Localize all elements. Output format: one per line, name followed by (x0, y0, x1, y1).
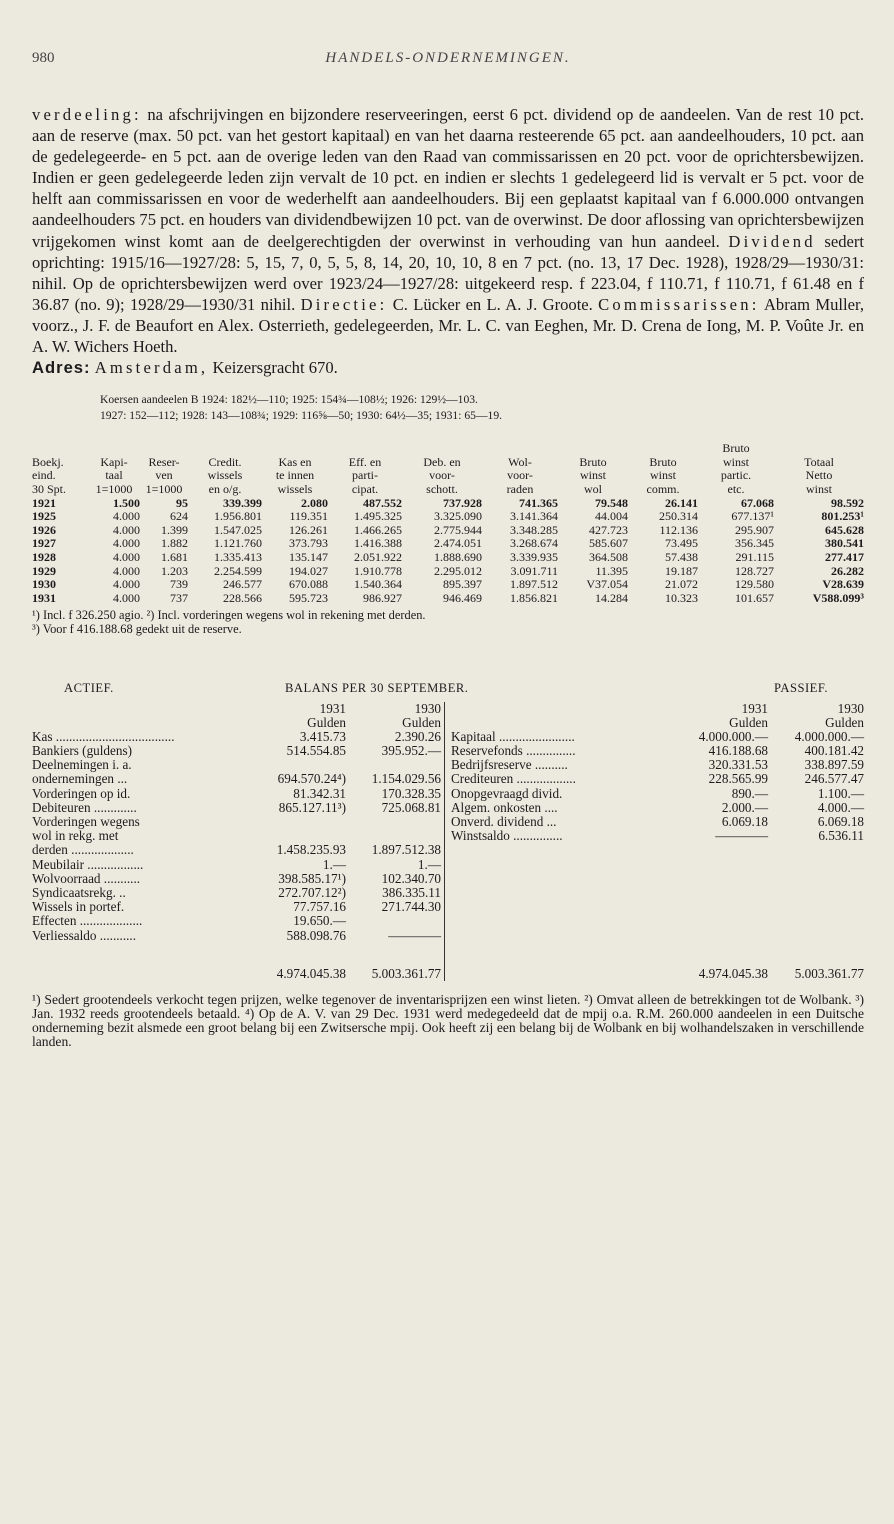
actief-row (32, 815, 444, 829)
passief-item-value: 6.069.18 (817, 814, 864, 830)
table-cell: 2.474.051 (434, 536, 482, 551)
table-cell: 677.137¹ (731, 509, 774, 524)
actief-item-label: Wolvoorraad ........... (32, 871, 141, 886)
actief-item-value (346, 758, 444, 772)
directie-label: Directie: (300, 294, 388, 314)
passief-unit-header (451, 716, 864, 730)
passief-item-value: 6.069.18 (721, 814, 768, 830)
table-cell: 4.000 (113, 549, 140, 564)
actief-item-value (236, 815, 346, 829)
actief-row (32, 730, 444, 744)
actief-item-label: Kas .................................... (32, 729, 175, 744)
passief-unit-1: Gulden (729, 714, 768, 730)
actief-item-value: 170.328.35 (381, 785, 441, 801)
column-header: 1=1000 (95, 482, 133, 496)
column-header: Kapi- (100, 454, 128, 469)
passief-item-label: Kapitaal ....................... (451, 729, 575, 744)
actief-item-value (346, 914, 444, 928)
table-cell: 1925 (32, 509, 56, 524)
table-cell: 1926 (32, 522, 56, 537)
column-header (482, 442, 558, 456)
table-cell: 670.088 (289, 577, 328, 592)
table-cell: 4.000 (113, 522, 140, 537)
table-notes (32, 609, 864, 636)
actief-total-1931: 4.974.045.38 (276, 965, 346, 981)
actief-year-header (32, 702, 444, 716)
table-cell: 126.261 (289, 522, 328, 537)
table-cell: 339.399 (223, 495, 262, 510)
column-header: winst (722, 454, 749, 469)
winstverdeeling-label: verdeeling: (32, 105, 142, 124)
table-cell: 1.882 (161, 536, 188, 551)
passief-total-1930: 5.003.361.77 (794, 966, 864, 981)
column-header (188, 442, 262, 456)
table-row (32, 578, 864, 592)
actief-item-label: Vorderingen wegens (32, 815, 140, 830)
table-cell: 2.080 (301, 495, 328, 510)
actief-row (32, 914, 444, 928)
passief-item-value: 1.100.— (817, 785, 864, 801)
column-header (774, 442, 864, 456)
actief-item-label: Wissels in portef. (32, 900, 125, 915)
actief-item-value (236, 758, 346, 772)
actief-item-value: 398.585.17¹) (278, 870, 346, 886)
table-cell: 128.727 (735, 563, 774, 578)
actief-item-label: Vorderingen op id. (32, 786, 131, 801)
actief-row (32, 872, 444, 886)
table-cell: 112.136 (659, 522, 698, 537)
table-cell: 119.351 (289, 509, 328, 524)
passief-year-1931: 1931 (741, 700, 768, 716)
page-number: 980 (32, 50, 55, 66)
passief-row (451, 829, 864, 843)
table-cell: V37.054 (586, 577, 628, 592)
table-cell: 1.888.690 (434, 549, 482, 564)
table-body (32, 497, 864, 606)
actief-unit-header (32, 716, 444, 730)
adres-street: Keizersgracht 670. (208, 358, 338, 378)
column-header (32, 442, 88, 456)
table-cell: 1.495.325 (354, 509, 402, 524)
column-header: Totaal (804, 454, 834, 469)
table-cell: 246.577 (223, 577, 262, 592)
table-cell: 4.000 (113, 536, 140, 551)
column-header (328, 442, 402, 456)
passief-item-label: Winstsaldo ............... (451, 829, 563, 844)
table-cell: 737.928 (443, 495, 482, 510)
table-cell: 67.068 (741, 495, 774, 510)
table-cell: 1.681 (161, 549, 188, 564)
running-title: HANDELS-ONDERNEMINGEN. (325, 50, 571, 66)
table-cell: 79.548 (595, 495, 628, 510)
table-cell: 4.000 (113, 563, 140, 578)
table-cell: 26.282 (831, 563, 864, 578)
table-cell: 801.253¹ (821, 509, 864, 524)
actief-total-1930: 5.003.361.77 (371, 965, 441, 981)
column-header: wissels (207, 468, 243, 483)
column-header: wissels (277, 482, 313, 496)
column-header: winst (579, 468, 606, 483)
actief-item-value: ———— (388, 927, 441, 943)
actief-row (32, 801, 444, 815)
table-cell: 1.416.388 (354, 536, 402, 551)
table-cell: 1.910.778 (354, 563, 402, 578)
table-cell: 3.268.674 (510, 536, 558, 551)
passief-item-value: 4.000.— (817, 799, 864, 815)
table-header-row (32, 469, 864, 483)
table-cell: 3.141.364 (510, 509, 558, 524)
actief-item-value: 514.554.85 (286, 743, 346, 759)
passief-item-value: ———— (715, 828, 768, 844)
actief-item-value: 1.— (322, 856, 346, 872)
column-header (262, 442, 328, 456)
actief-item-value: 1.897.512.38 (371, 842, 441, 858)
table-cell: 737 (170, 590, 188, 605)
actief-item-value: 77.757.16 (293, 899, 346, 915)
actief-row (32, 900, 444, 914)
actief-item-label: Syndicaatsrekg. .. (32, 885, 126, 900)
actief-year-1931: 1931 (319, 700, 346, 716)
table-note-1: ¹) Incl. f 326.250 agio. ²) Incl. vorderingen wegens wol in rekening met derden. (32, 608, 426, 623)
table-header-row (32, 442, 864, 456)
company-description (32, 104, 864, 378)
actief-item-value: 102.340.70 (381, 870, 441, 886)
table-cell: 14.284 (595, 590, 628, 605)
table-cell: 101.657 (735, 590, 774, 605)
actief-item-value: 2.390.26 (394, 728, 441, 744)
table-cell: 194.027 (289, 563, 328, 578)
passief-item-value: 228.565.99 (708, 771, 768, 787)
table-cell: 895.397 (443, 577, 482, 592)
table-cell: 1.466.265 (354, 522, 402, 537)
actief-item-value: 865.127.11³) (278, 799, 346, 815)
passief-column (445, 702, 864, 982)
column-header: comm. (646, 482, 680, 496)
actief-item-label: Debiteuren ............. (32, 800, 137, 815)
column-header: partic. (720, 468, 752, 483)
table-cell: 373.793 (289, 536, 328, 551)
table-cell: 3.325.090 (434, 509, 482, 524)
actief-row (32, 744, 444, 758)
actief-item-value: 3.415.73 (299, 728, 346, 744)
table-cell: V588.099³ (812, 590, 864, 605)
passief-year-1930: 1930 (837, 700, 864, 716)
column-header: ven (155, 468, 173, 483)
passief-item-value: 400.181.42 (804, 743, 864, 759)
passief-item-label: Onverd. dividend ... (451, 815, 557, 830)
passief-row (451, 787, 864, 801)
table-cell: 2.775.944 (434, 522, 482, 537)
passief-item-value: 246.577.47 (804, 771, 864, 787)
table-cell: 1.540.364 (354, 577, 402, 592)
actief-label: ACTIEF. (64, 680, 114, 695)
passief-label: PASSIEF. (774, 680, 828, 695)
column-header: 1=1000 (145, 482, 183, 496)
table-cell: 11.395 (595, 563, 628, 578)
column-header: Eff. en (348, 454, 382, 469)
table-cell: 98.592 (831, 495, 864, 510)
actief-item-value (236, 829, 346, 843)
column-header: voor- (429, 468, 455, 483)
column-header: te innen (275, 468, 315, 483)
table-cell: 356.345 (735, 536, 774, 551)
actief-item-value: 395.952.— (381, 743, 441, 759)
table-cell: 3.339.935 (510, 549, 558, 564)
actief-year-1930: 1930 (414, 700, 441, 716)
table-cell: 57.438 (665, 549, 698, 564)
column-header (628, 442, 698, 456)
passief-item-label: Bedrijfsreserve .......... (451, 758, 568, 773)
column-header: Reser- (148, 454, 180, 469)
column-header: schott. (426, 482, 458, 496)
passief-unit-2: Gulden (825, 714, 864, 730)
passief-item-label: Algem. onkosten .... (451, 800, 558, 815)
table-cell: 1.203 (161, 563, 188, 578)
passief-item-value: 416.188.68 (708, 743, 768, 759)
passief-item-label: Crediteuren .................. (451, 772, 576, 787)
document-page (32, 50, 864, 1049)
column-header: voor- (507, 468, 533, 483)
table-cell: 4.000 (113, 509, 140, 524)
table-cell: 1930 (32, 577, 56, 592)
balance-footnotes: ¹) Sedert grootendeels verkocht tegen prijzen, welke tegenover de inventarisprijzen een winst lieten. ²) Omvat alleen de betrekkingen tot de Wolbank. ³) Jan. 1932 reeds grootendeels betaald. ⁴) Op de A. V. van 29 Dec. 1931 werd medegedeeld dat de mpij o.a. R.M. 260.000 aandeelen in een Duitsche onderneming bezit alsmede een groot belang bij een Zwitsersche mpij. Ook heeft zij een belang bij de Wolbank en bij wolhandelszaken in verschillende landen. (32, 992, 864, 1049)
actief-item-value (346, 829, 444, 843)
actief-item-label: derden ................... (32, 843, 134, 858)
column-header: winst (805, 482, 832, 496)
column-header: Netto (805, 468, 833, 483)
table-cell: V28.639 (822, 577, 864, 592)
share-prices-line-2: 1927: 152—112; 1928: 143—108¾; 1929: 116⅝—50; 1930: 64½—35; 1931: 65—19. (100, 409, 503, 423)
table-header-row (32, 456, 864, 470)
actief-item-label: Effecten ................... (32, 914, 143, 929)
page-header (32, 50, 864, 86)
commissarissen-label: Commissarissen: (598, 294, 760, 314)
table-cell: 1.500 (113, 495, 140, 510)
table-cell: 1931 (32, 590, 56, 605)
table-row (32, 510, 864, 524)
column-header: Wol- (508, 454, 532, 469)
actief-item-value: 81.342.31 (293, 785, 346, 801)
share-prices (32, 392, 864, 424)
table-row (32, 524, 864, 538)
passief-total-1931: 4.974.045.38 (698, 966, 768, 981)
actief-row (32, 886, 444, 900)
adres-label: Adres: (32, 358, 91, 378)
table-cell: 291.115 (735, 549, 774, 564)
passief-item-value: 6.536.11 (818, 828, 864, 844)
actief-item-value: 725.068.81 (381, 799, 441, 815)
column-header: Bruto (722, 441, 750, 456)
table-cell: 645.628 (825, 522, 864, 537)
actief-column (32, 702, 445, 982)
actief-row (32, 772, 444, 786)
actief-total (32, 967, 444, 981)
table-cell: 1.335.413 (214, 549, 262, 564)
table-cell: 986.927 (363, 590, 402, 605)
actief-item-value (346, 815, 444, 829)
actief-item-label: Deelnemingen i. a. (32, 758, 132, 773)
passief-row (451, 772, 864, 786)
table-cell: 95 (176, 495, 188, 510)
passief-row (451, 744, 864, 758)
table-cell: 1.121.760 (214, 536, 262, 551)
table-cell: 364.508 (589, 549, 628, 564)
column-header: Kas en (278, 454, 312, 469)
table-cell: 26.141 (665, 495, 698, 510)
actief-item-value: 588.098.76 (286, 927, 346, 943)
passief-row (451, 815, 864, 829)
table-cell: 1.856.821 (510, 590, 558, 605)
table-cell: 2.051.922 (354, 549, 402, 564)
passief-item-value: 338.897.59 (804, 757, 864, 773)
passief-item-value: 4.000.000.— (794, 728, 864, 744)
passief-year-header (451, 702, 864, 716)
table-cell: 739 (170, 577, 188, 592)
table-cell: 4.000 (113, 590, 140, 605)
table-cell: 624 (170, 509, 188, 524)
table-cell: 295.907 (735, 522, 774, 537)
passief-row (451, 730, 864, 744)
table-note-2: ³) Voor f 416.188.68 gedekt uit de reserve. (32, 621, 242, 636)
actief-row (32, 858, 444, 872)
actief-item-value: 1.458.235.93 (276, 842, 346, 858)
actief-item-label: wol in rekg. met (32, 829, 119, 844)
adres-city: Amsterdam, (94, 358, 209, 378)
actief-item-value: 272.707.12²) (278, 884, 346, 900)
table-cell: 19.187 (665, 563, 698, 578)
table-cell: 21.072 (665, 577, 698, 592)
passief-total (451, 967, 864, 981)
table-cell: 380.541 (825, 536, 864, 551)
table-row (32, 551, 864, 565)
commissarissen-text: Abram Muller, voorz., J. F. de Beaufort en Alex. Osterrieth, gedelegeerden, Mr. L. C. van Eeghen, Mr. D. Crena de Iong, M. P. Voûte Jr. en A. W. Wichers Hoeth. (32, 294, 864, 357)
column-header: cipat. (351, 482, 379, 496)
table-cell: 1.547.025 (214, 522, 262, 537)
column-header (402, 442, 482, 456)
actief-row (32, 843, 444, 857)
dividend-label: Dividend (728, 231, 816, 251)
actief-item-label: Verliessaldo ........... (32, 928, 137, 943)
table-header (32, 442, 864, 496)
table-cell: 73.495 (665, 536, 698, 551)
actief-row (32, 929, 444, 943)
balance-sheet (32, 702, 864, 982)
table-cell: 946.469 (443, 590, 482, 605)
table-cell: 228.566 (223, 590, 262, 605)
column-header: parti- (352, 468, 378, 483)
actief-item-label: ondernemingen ... (32, 772, 128, 787)
table-row (32, 537, 864, 551)
table-cell: 3.091.711 (510, 563, 558, 578)
passief-item-label: Onopgevraagd divid. (451, 786, 563, 801)
table-row (32, 592, 864, 606)
table-cell: 1.399 (161, 522, 188, 537)
balance-sheet-title: BALANS PER 30 SEPTEMBER. (285, 680, 469, 695)
table-cell: 135.147 (289, 549, 328, 564)
column-header: Bruto (649, 454, 677, 469)
actief-item-label: Meubilair ................. (32, 857, 144, 872)
table-cell: 2.295.012 (434, 563, 482, 578)
column-header: taal (105, 468, 123, 483)
financial-statistics-table (32, 442, 864, 605)
column-header: Boekj. (32, 454, 64, 469)
table-cell: 3.348.285 (510, 522, 558, 537)
column-header (140, 442, 188, 456)
table-cell: 585.607 (589, 536, 628, 551)
actief-item-label: Bankiers (guldens) (32, 744, 132, 759)
balance-sheet-title-row (32, 681, 864, 696)
table-cell: 1921 (32, 495, 56, 510)
table-cell: 1928 (32, 549, 56, 564)
passief-item-label: Reservefonds ............... (451, 744, 576, 759)
table-cell: 1.897.512 (510, 577, 558, 592)
actief-item-value: 386.335.11 (382, 884, 441, 900)
passief-item-value: 320.331.53 (708, 757, 768, 773)
dividend-text: sedert oprichting: 1915/16—1927/28: 5, 15, 7, 0, 5, 5, 8, 14, 20, 10, 10, 8 en 7 pct. (no. 13, 17 Dec. 1928), 1928/29—1930/31: nihil. Op de oprichtersbewijzen werd over 1923/24—1927/28: uitgekeerd resp. f 223.04, f 110.71, f 110.71, f 61.48 en f 36.87 (no. 9); 1928/29—1930/31 nihil. (32, 231, 864, 314)
directie-text: C. Lücker en L. A. J. Groote. (387, 294, 599, 314)
table-cell: 277.417 (825, 549, 864, 564)
passief-row (451, 758, 864, 772)
passief-item-value: 890.— (731, 785, 768, 801)
column-header: en o/g. (208, 482, 242, 496)
table-cell: 10.323 (665, 590, 698, 605)
winstverdeeling-text: na afschrijvingen en bijzondere reserveeringen, eerst 6 pct. dividend op de aandeelen. Van de rest 10 pct. aan de reserve (max. 50 pct. van het gestort kapitaal) en van het daarna resteerende 65 pct. aan aandeelhouders, 10 pct. aan de gedelegeerde- en 5 pct. aan de overige leden van den Raad van commissarissen en 20 pct. voor de oprichtersbewijzen. Indien er geen gedelegeerde leden zijn vervalt de 10 pct. en indien er slechts 1 gedelegeerd lid is vervalt er 5 pct. voor de helft aan commissarissen en voor de wederhelft aan aandeelhouders. Bij een geplaatst kapitaal van f 6.000.000 ontvangen aandeelhouders 75 pct. en houders van dividendbewijzen 10 pct. van de overwinst. De door aflossing van oprichtersbewijzen vrijgekomen winst komt aan de deelgerechtigden der overwinst in verhouding van hun aandeel. (32, 105, 864, 251)
table-cell: 129.580 (735, 577, 774, 592)
column-header: eind. (32, 468, 56, 483)
column-header: raden (506, 482, 534, 496)
table-cell: 427.723 (589, 522, 628, 537)
actief-item-value: 694.570.24⁴) (277, 771, 346, 787)
passief-row (451, 801, 864, 815)
actief-unit-1: Gulden (307, 714, 346, 730)
actief-unit-2: Gulden (402, 714, 441, 730)
table-cell: 250.314 (659, 509, 698, 524)
actief-row (32, 829, 444, 843)
column-header: Deb. en (423, 454, 461, 469)
table-header-row (32, 483, 864, 497)
column-header: Bruto (579, 454, 607, 469)
table-cell: 44.004 (595, 509, 628, 524)
actief-item-value: 1.— (417, 856, 441, 872)
share-prices-line-1: Koersen aandeelen B 1924: 182½—110; 1925: 154¾—108½; 1926: 129½—103. (100, 393, 478, 407)
column-header: 30 Spt. (32, 482, 67, 496)
table-cell: 487.552 (363, 495, 402, 510)
table-cell: 1927 (32, 536, 56, 551)
column-header: wol (584, 482, 602, 496)
column-header: Credit. (208, 454, 242, 469)
column-header (558, 442, 628, 456)
table-cell: 741.365 (519, 495, 558, 510)
column-header: winst (649, 468, 676, 483)
actief-item-value: 19.650.— (293, 913, 346, 929)
table-cell: 4.000 (113, 577, 140, 592)
table-row (32, 497, 864, 511)
passief-item-value: 4.000.000.— (698, 728, 768, 744)
table-row (32, 565, 864, 579)
table-cell: 595.723 (289, 590, 328, 605)
passief-item-value: 2.000.— (721, 799, 768, 815)
column-header: etc. (727, 482, 745, 496)
actief-item-value: 1.154.029.56 (371, 771, 441, 787)
table-cell: 2.254.599 (214, 563, 262, 578)
actief-item-value: 271.744.30 (381, 899, 441, 915)
table-cell: 1929 (32, 563, 56, 578)
table-cell: 1.956.801 (214, 509, 262, 524)
actief-row (32, 758, 444, 772)
column-header (88, 442, 140, 456)
actief-row (32, 787, 444, 801)
